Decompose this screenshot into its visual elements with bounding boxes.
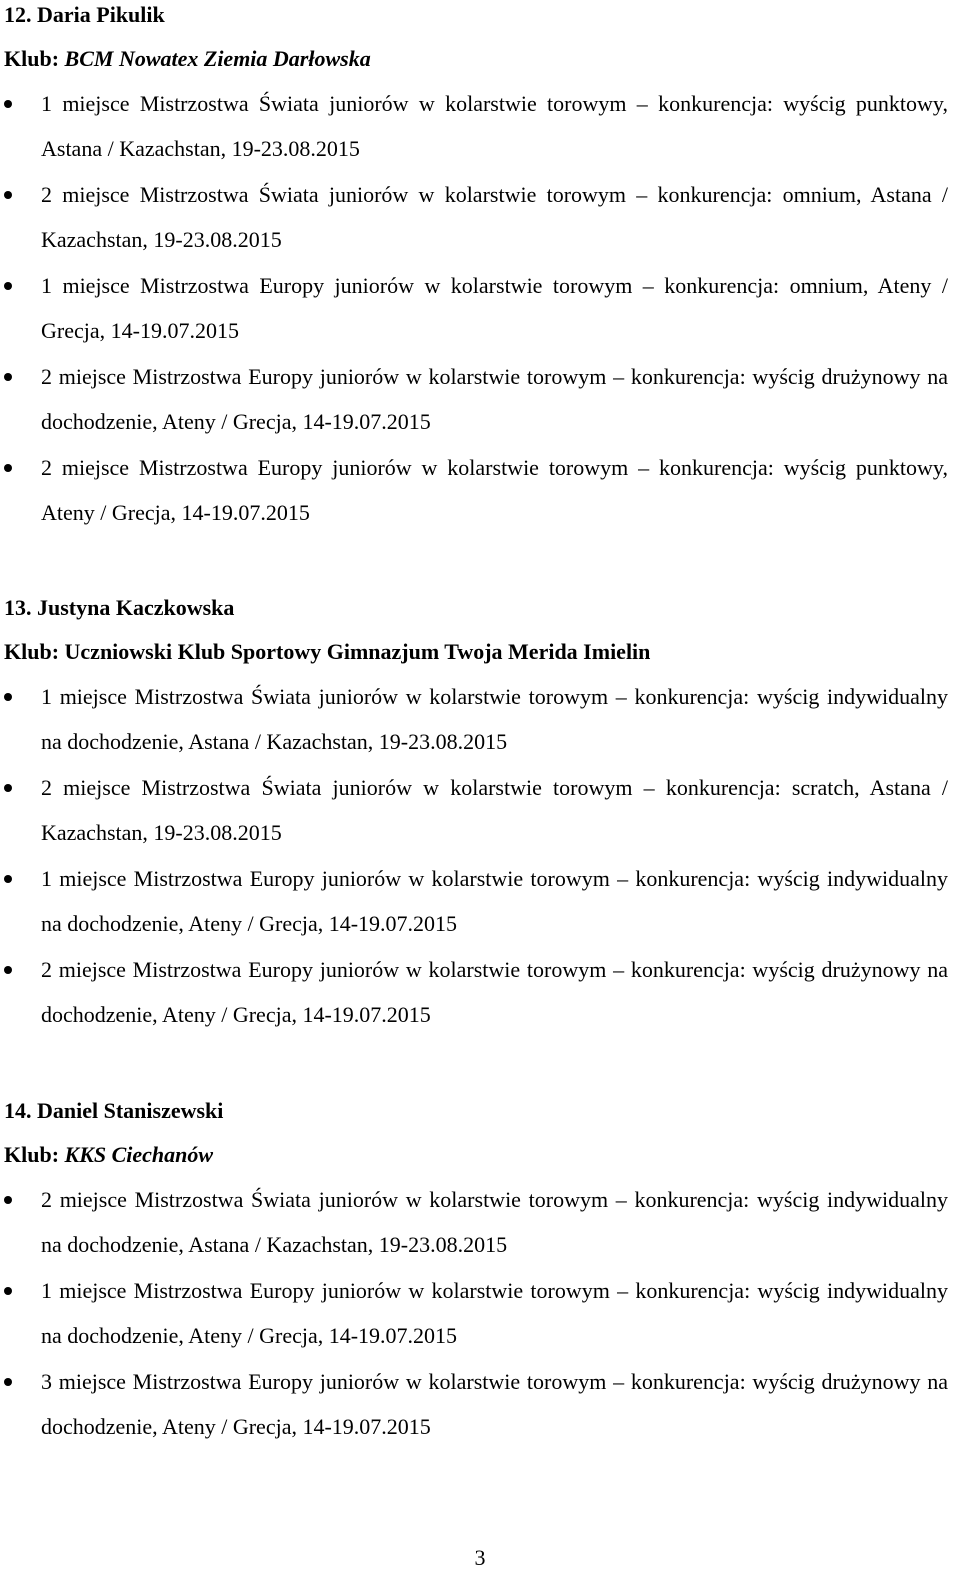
club-name: Uczniowski Klub Sportowy Gimnazjum Twoja Merida Imielin: [64, 639, 651, 664]
club-label: Klub:: [4, 1142, 65, 1167]
results-list: [0, 681, 960, 1045]
list-item: [0, 179, 960, 270]
result-text: 2 miejsce Mistrzostwa Europy juniorów w kolarstwie torowym – konkurencja: wyścig drużynowy na dochodzenie, Ateny / Grecja, 14-19.07.2015: [41, 957, 948, 1027]
athlete-heading: 13. Justyna Kaczkowska: [4, 595, 235, 620]
result-text: 1 miejsce Mistrzostwa Europy juniorów w kolarstwie torowym – konkurencja: wyścig indywidualny na dochodzenie, Ateny / Grecja, 14-19.07.2015: [41, 1278, 948, 1348]
club-name: KKS Ciechanów: [64, 1142, 214, 1167]
bullet-icon: [4, 100, 12, 108]
result-text: 2 miejsce Mistrzostwa Europy juniorów w kolarstwie torowym – konkurencja: wyścig punktowy, Ateny / Grecja, 14-19.07.2015: [41, 455, 948, 525]
result-text: 1 miejsce Mistrzostwa Europy juniorów w kolarstwie torowym – konkurencja: omnium, Ateny / Grecja, 14-19.07.2015: [41, 273, 948, 343]
club-line: [4, 1140, 213, 1170]
result-text: 1 miejsce Mistrzostwa Świata juniorów w kolarstwie torowym – konkurencja: wyścig indywidualny na dochodzenie, Astana / Kazachstan, 19-23.08.2015: [41, 684, 948, 754]
list-item: [0, 772, 960, 863]
club-name: BCM Nowatex Ziemia Darłowska: [64, 46, 371, 71]
result-text: 3 miejsce Mistrzostwa Europy juniorów w kolarstwie torowym – konkurencja: wyścig drużynowy na dochodzenie, Ateny / Grecja, 14-19.07.2015: [41, 1369, 948, 1439]
list-item: [0, 88, 960, 179]
results-list: [0, 1184, 960, 1457]
athlete-heading: 14. Daniel Staniszewski: [4, 1098, 224, 1123]
club-label: Klub:: [4, 46, 65, 71]
bullet-icon: [4, 191, 12, 199]
bullet-icon: [4, 693, 12, 701]
bullet-icon: [4, 1196, 12, 1204]
list-item: [0, 681, 960, 772]
list-item: [0, 361, 960, 452]
bullet-icon: [4, 373, 12, 381]
result-text: 2 miejsce Mistrzostwa Świata juniorów w kolarstwie torowym – konkurencja: omnium, Astana / Kazachstan, 19-23.08.2015: [41, 182, 948, 252]
list-item: [0, 1184, 960, 1275]
result-text: 1 miejsce Mistrzostwa Świata juniorów w kolarstwie torowym – konkurencja: wyścig punktowy, Astana / Kazachstan, 19-23.08.2015: [41, 91, 948, 161]
club-line: [4, 44, 371, 74]
results-list: [0, 88, 960, 543]
bullet-icon: [4, 875, 12, 883]
club-line: [4, 637, 650, 667]
bullet-icon: [4, 282, 12, 290]
bullet-icon: [4, 784, 12, 792]
result-text: 1 miejsce Mistrzostwa Europy juniorów w kolarstwie torowym – konkurencja: wyścig indywidualny na dochodzenie, Ateny / Grecja, 14-19.07.2015: [41, 866, 948, 936]
list-item: [0, 1275, 960, 1366]
list-item: [0, 270, 960, 361]
list-item: [0, 863, 960, 954]
result-text: 2 miejsce Mistrzostwa Świata juniorów w kolarstwie torowym – konkurencja: scratch, Astana / Kazachstan, 19-23.08.2015: [41, 775, 948, 845]
page-number: 3: [474, 1545, 486, 1570]
club-label: Klub:: [4, 639, 65, 664]
athlete-heading: 12. Daria Pikulik: [4, 2, 165, 27]
list-item: [0, 1366, 960, 1457]
result-text: 2 miejsce Mistrzostwa Europy juniorów w kolarstwie torowym – konkurencja: wyścig drużynowy na dochodzenie, Ateny / Grecja, 14-19.07.2015: [41, 364, 948, 434]
bullet-icon: [4, 966, 12, 974]
list-item: [0, 452, 960, 543]
result-text: 2 miejsce Mistrzostwa Świata juniorów w kolarstwie torowym – konkurencja: wyścig indywidualny na dochodzenie, Astana / Kazachstan, 19-23.08.2015: [41, 1187, 948, 1257]
list-item: [0, 954, 960, 1045]
bullet-icon: [4, 464, 12, 472]
bullet-icon: [4, 1378, 12, 1386]
bullet-icon: [4, 1287, 12, 1295]
